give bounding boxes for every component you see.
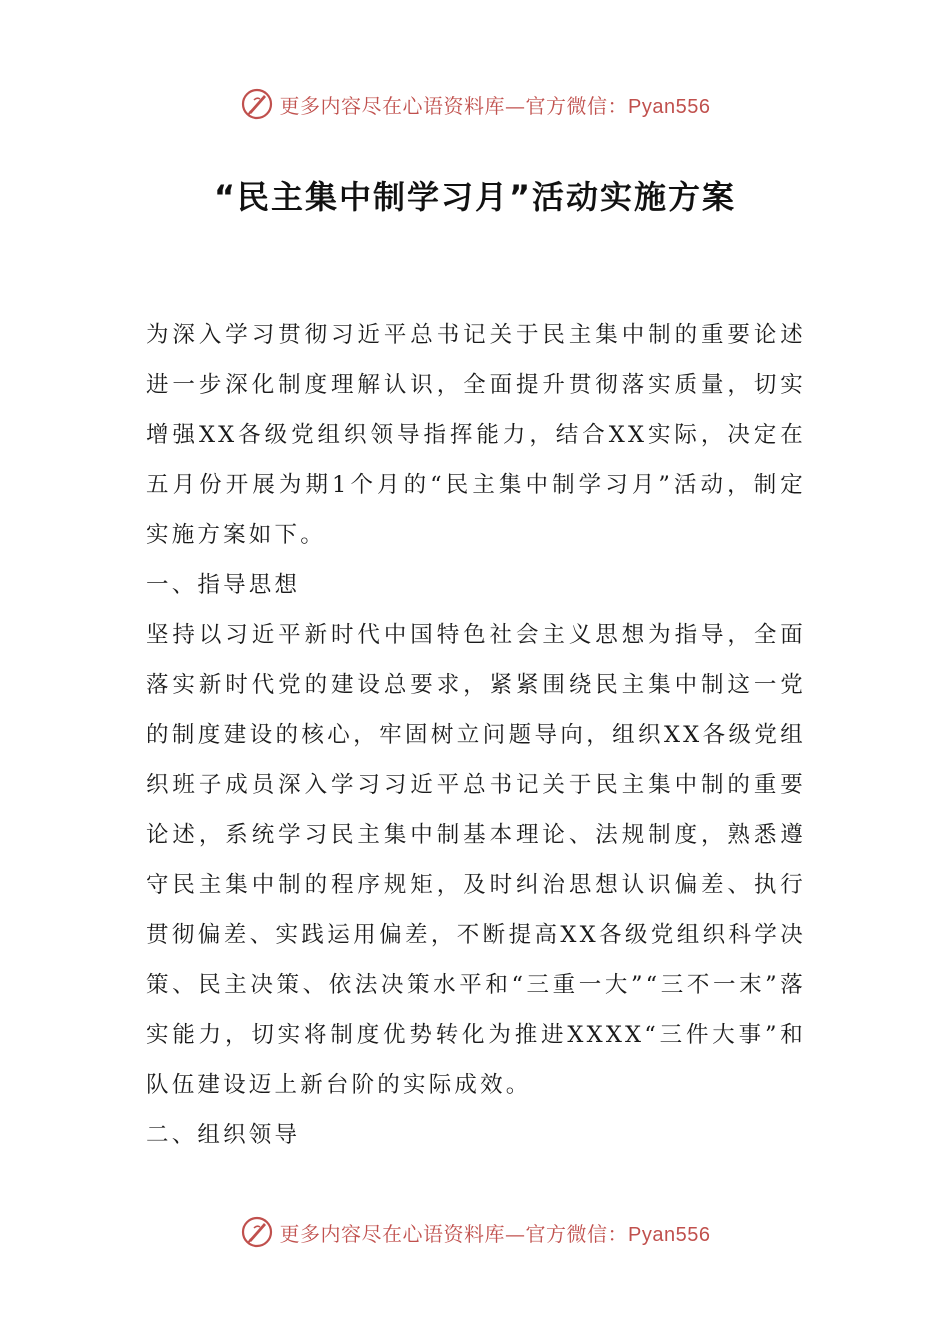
watermark-text: 更多内容尽在心语资料库—官方微信：Pyan556 (279, 93, 711, 118)
watermark-handle: Pyan556 (628, 1223, 711, 1246)
intro-paragraph: 为深入学习贯彻习近平总书记关于民主集中制的重要论述进一步深化制度理解认识，全面提升贯彻落实质量，切实增强XX各级党组织领导指挥能力，结合XX实际，决定在五月份开展为期1个月的“民主集中制学习月”活动，制定实施方案如下。 (146, 322, 806, 548)
section-paragraph-guiding-ideology: 坚持以习近平新时代中国特色社会主义思想为指导，全面落实新时代党的建设总要求，紧紧围绕民主集中制这一党的制度建设的核心，牢固树立问题导向，组织XX各级党组织班子成员深入学习习近平总书记关于民主集中制的重要论述，系统学习民主集中制基本理论、法规制度，熟悉遵守民主集中制的程序规矩，及时纠治思想认识偏差、执行贯彻偏差、实践运用偏差，不断提高XX各级党组织科学决策、民主决策、依法决策水平和“三重一大”“三不一末”落实能力，切实将制度优势转化为推进XXXX“三件大事”和队伍建设迈上新台阶的实际成效。 (146, 622, 806, 1098)
quill-logo-icon (240, 87, 274, 121)
watermark-handle: Pyan556 (628, 95, 711, 118)
footer-watermark (0, 1212, 950, 1252)
section-heading-organization-leadership: 二、组织领导 (146, 1122, 301, 1148)
section-heading-guiding-ideology: 一、指导思想 (146, 572, 301, 598)
document-body (146, 310, 806, 1160)
watermark-text: 更多内容尽在心语资料库—官方微信：Pyan556 (279, 1221, 711, 1246)
quill-logo-icon (240, 1215, 274, 1249)
header-watermark (0, 84, 950, 124)
document-title: “民主集中制学习月”活动实施方案 (213, 178, 737, 216)
